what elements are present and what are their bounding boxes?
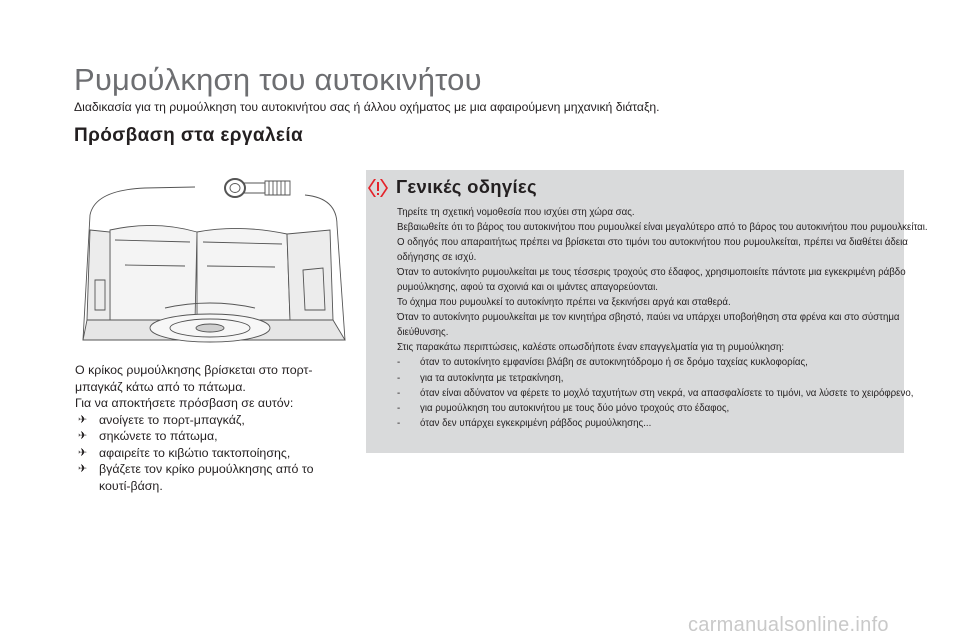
panel-body [397, 205, 928, 431]
list-item [75, 412, 345, 429]
dash-item [397, 386, 914, 401]
dash-marker: - [397, 417, 401, 429]
panel-line: Βεβαιωθείτε ότι το βάρος του αυτοκινήτου που ρυμουλκεί είναι μεγαλύτερο από το βάρος του αυτοκινήτου που ρυμουλκείται. [397, 222, 928, 234]
list-item-continuation [75, 478, 345, 495]
panel-line: Στις παρακάτω περιπτώσεις, καλέστε οπωσδήποτε έναν επαγγελματία για τη ρυμούλκηση: [397, 342, 785, 354]
dash-marker: - [397, 387, 401, 399]
step-text: αφαιρείτε το κιβώτιο τακτοποίησης, [99, 445, 291, 460]
dash-marker: - [397, 372, 401, 384]
dash-item [397, 371, 897, 386]
dash-marker: - [397, 357, 401, 369]
step-text: κουτί-βάση. [99, 478, 163, 493]
plane-bullet-icon: ✈ [78, 463, 88, 475]
section-title: Πρόσβαση στα εργαλεία [74, 125, 304, 146]
panel-line: Το όχημα που ρυμουλκεί το αυτοκίνητο πρέπει να ξεκινήσει αργά και σταθερά. [397, 297, 731, 309]
plane-bullet-icon: ✈ [78, 413, 88, 426]
access-instructions [75, 362, 345, 494]
panel-line: Όταν το αυτοκίνητο ρυμουλκείται με τον κινητήρα σβηστό, παύει να υπάρχει υποβοήθηση στα φρένα και στο σύστημα [397, 312, 900, 324]
panel-line: ρυμούλκησης, αφού τα σχοινιά και οι ιμάντες απαγορεύονται. [397, 282, 658, 294]
panel-line: οδήγησης σε ισχύ. [397, 252, 477, 264]
step-text: σηκώνετε το πάτωμα, [99, 429, 218, 443]
dash-item [397, 416, 897, 431]
boot-towing-eye-illustration [75, 170, 350, 345]
page-title: Ρυμούλκηση του αυτοκινήτου [74, 62, 482, 97]
panel-title: Γενικές οδηγίες [396, 176, 537, 197]
panel-line: Τηρείτε τη σχετική νομοθεσία που ισχύει στη χώρα σας. [397, 207, 635, 218]
panel-line: διεύθυνσης. [397, 327, 449, 339]
plane-bullet-icon: ✈ [78, 446, 88, 459]
dash-item [397, 355, 897, 370]
intro-line: Ο κρίκος ρυμούλκησης βρίσκεται στο πορτ- [75, 363, 313, 377]
dash-text: όταν δεν υπάρχει εγκεκριμένη ράβδος ρυμούλκησης... [420, 417, 652, 429]
list-item [75, 428, 345, 445]
list-item [75, 445, 345, 462]
list-item [75, 461, 345, 478]
dash-text: για ρυμούλκηση του αυτοκινήτου με τους δύο μόνο τροχούς στο έδαφος, [420, 402, 730, 414]
steps-list [75, 412, 345, 495]
intro-line: Για να αποκτήσετε πρόσβαση σε αυτόν: [75, 396, 294, 410]
intro-line: μπαγκάζ κάτω από το πάτωμα. [75, 379, 246, 394]
step-text: βγάζετε τον κρίκο ρυμούλκησης από το [99, 462, 314, 476]
dash-text: όταν είναι αδύνατον να φέρετε το μοχλό ταχυτήτων στη νεκρά, να απασφαλίσετε το τιμόνι, να λύσετε το χειρόφρενο, [420, 387, 914, 399]
dash-marker: - [397, 402, 401, 414]
towing-eye-icon [225, 179, 290, 197]
warning-icon [367, 178, 389, 198]
plane-bullet-icon: ✈ [78, 430, 88, 442]
panel-line: Όταν το αυτοκίνητο ρυμουλκείται με τους τέσσερις τροχούς στο έδαφος, χρησιμοποιείτε πάντοτε μια εγκεκριμένη ράβδο [397, 267, 906, 279]
step-text: ανοίγετε το πορτ-μπαγκάζ, [99, 412, 245, 427]
dash-item [397, 401, 897, 416]
dash-text: για τα αυτοκίνητα με τετρακίνηση, [420, 372, 564, 384]
panel-line: Ο οδηγός που απαραιτήτως πρέπει να βρίσκεται στο τιμόνι του αυτοκινήτου που ρυμουλκείται, πρέπει να διαθέτει άδεια [397, 237, 908, 249]
page-subtitle: Διαδικασία για τη ρυμούλκηση του αυτοκινήτου σας ή άλλου οχήματος με μια αφαιρούμενη μηχανική διάταξη. [74, 100, 660, 114]
dash-text: όταν το αυτοκίνητο εμφανίσει βλάβη σε αυτοκινητόδρομο ή σε δρόμο ταχείας κυκλοφορίας, [420, 357, 808, 369]
watermark: carmanualsonline.info [688, 614, 889, 636]
